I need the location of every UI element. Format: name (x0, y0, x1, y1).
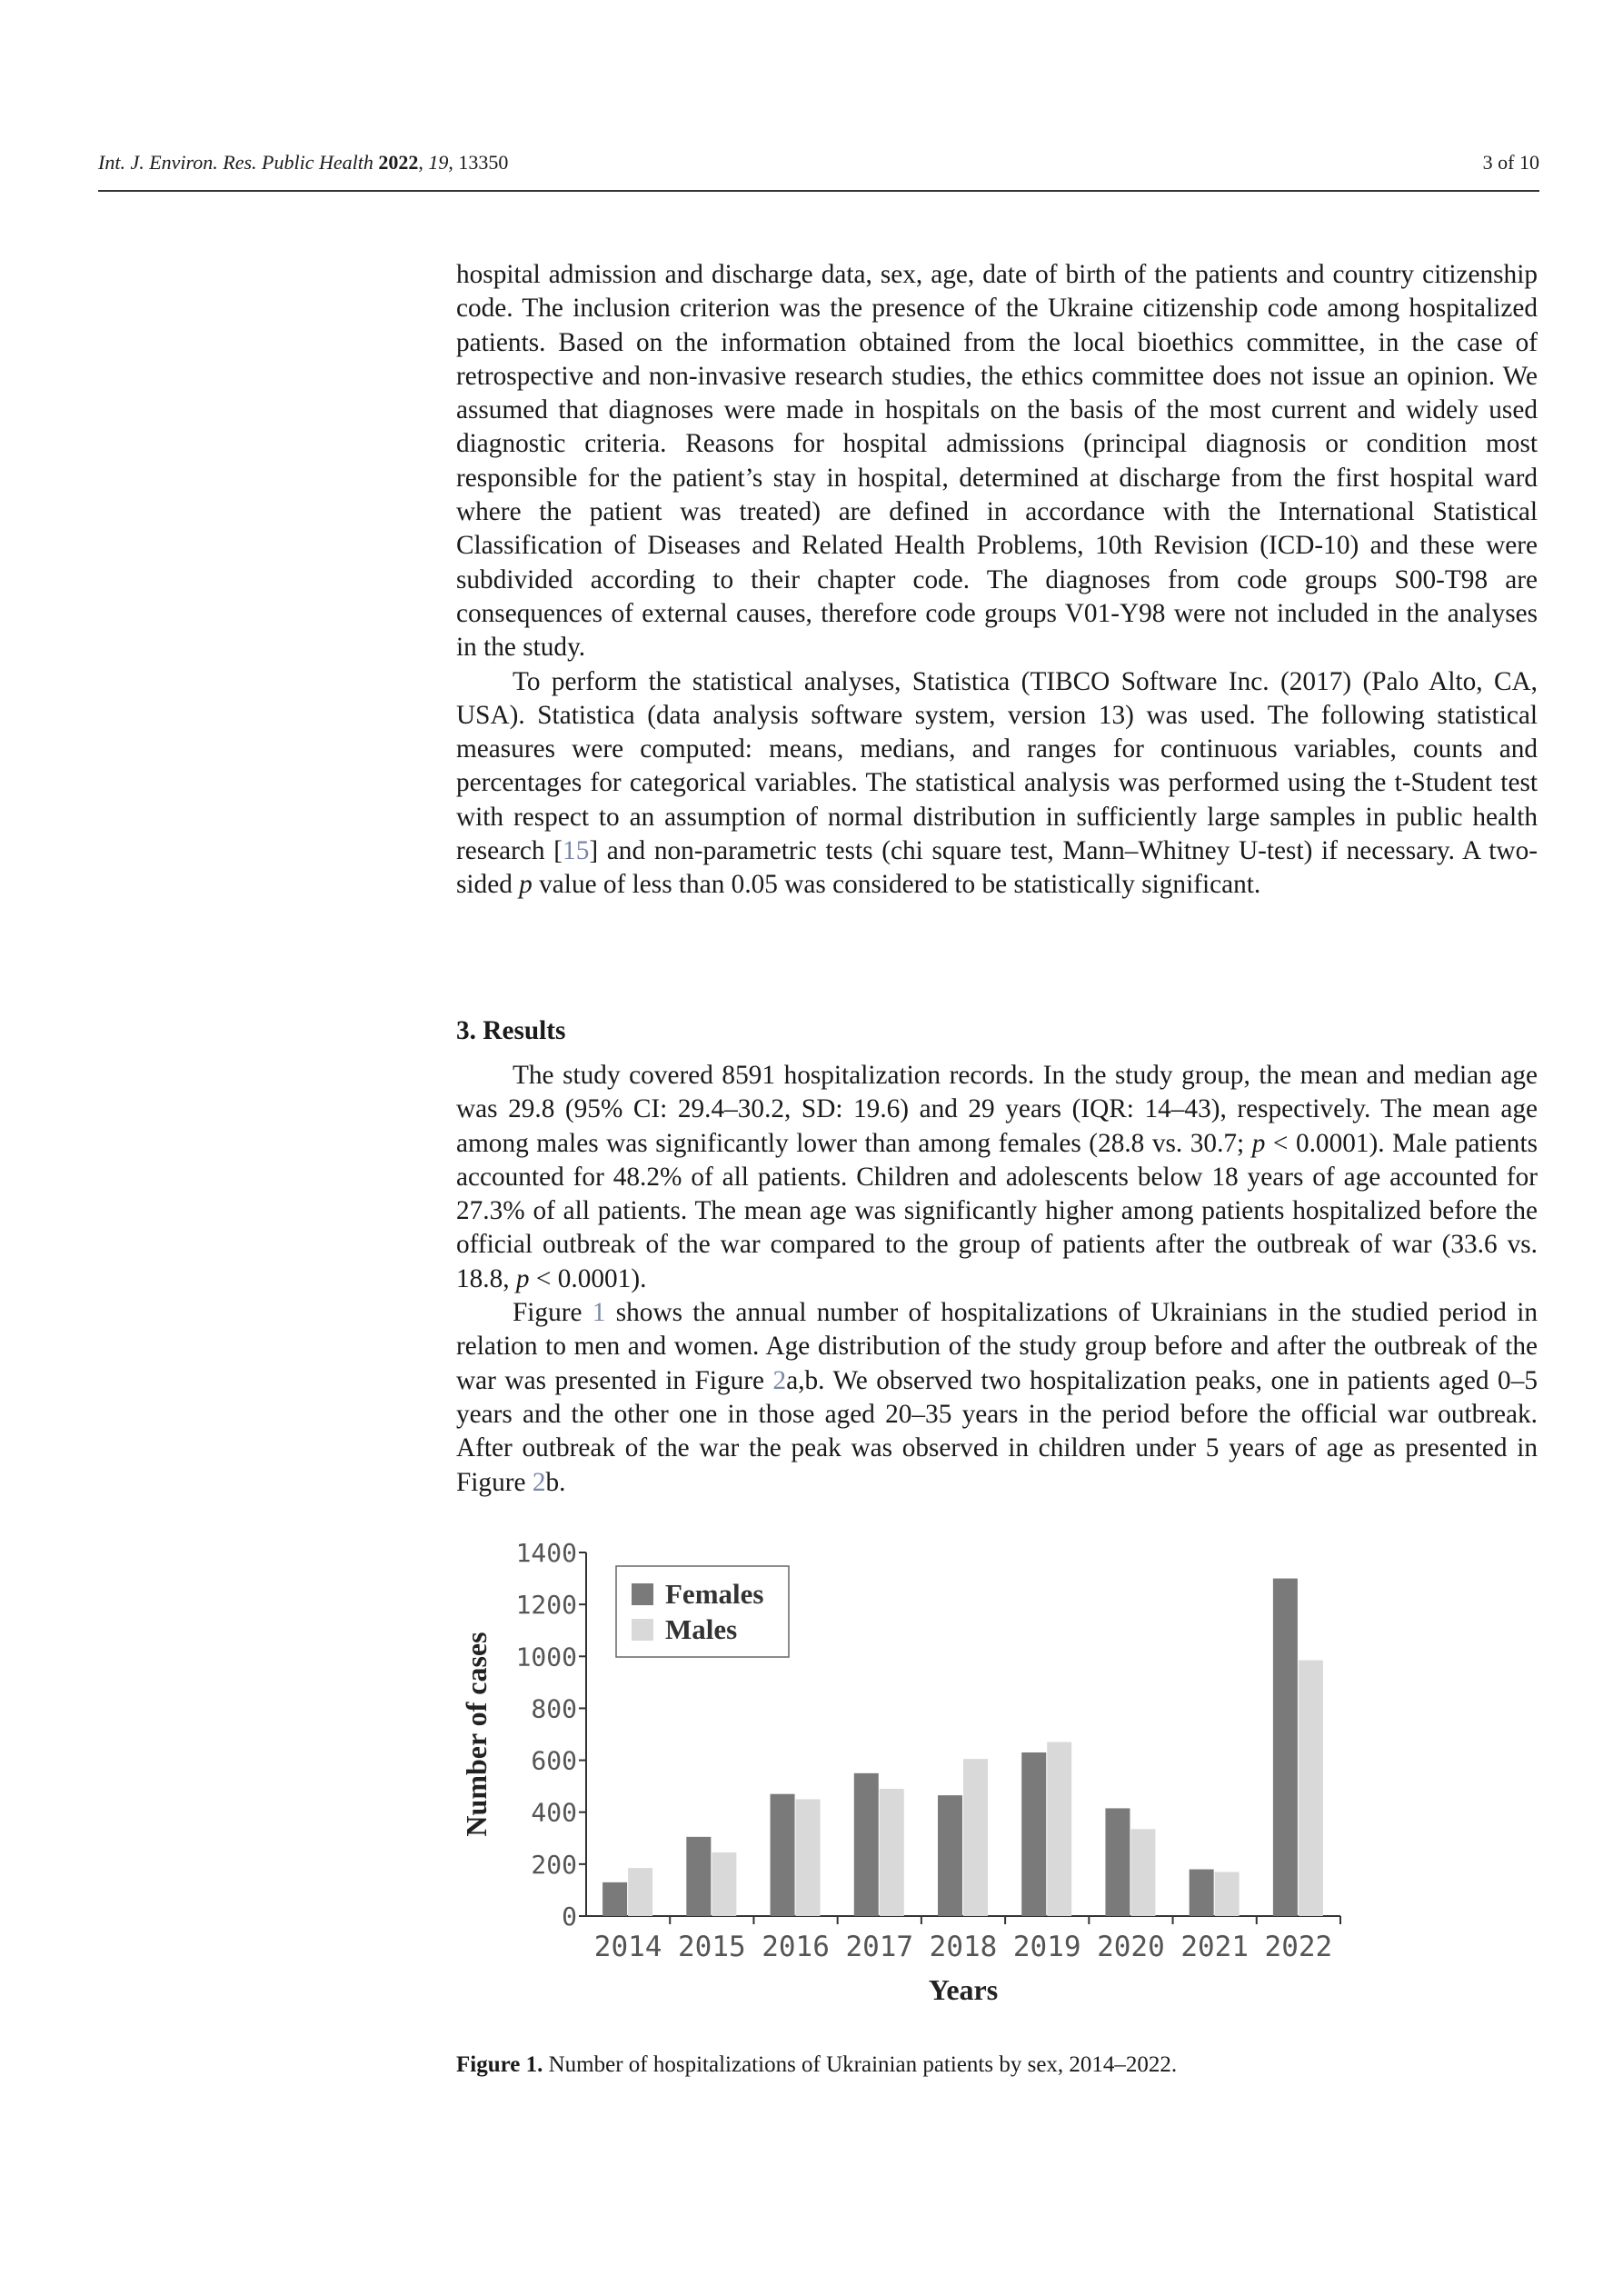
figure-link-1[interactable]: 1 (592, 1298, 606, 1328)
bar-females-2020 (1105, 1808, 1130, 1916)
bar-females-2022 (1273, 1579, 1298, 1916)
bar-males-2014 (628, 1868, 652, 1916)
running-header: Int. J. Environ. Res. Public Health 2022, 19, 13350 3 of 10 (98, 151, 1539, 174)
bar-males-2018 (963, 1759, 988, 1916)
bar-females-2018 (938, 1795, 962, 1916)
x-tick-label: 2017 (845, 1931, 914, 1963)
bar-males-2016 (796, 1799, 821, 1916)
figure-link-2b[interactable]: 2 (532, 1467, 546, 1497)
paragraph-data-sources: hospital admission and discharge data, sex, age, date of birth of the patients and country citizenship code. The inclusion criterion was the presence of the Ukraine citizenship code among hospitalized patients. Based on the information obtained from the local bioethics committee, in the case of retrospective and non-invasive research studies, the ethics committee does not issue an opinion. We assumed that diagnoses were made in hospitals on the basis of the most current and widely used diagnostic criteria. Reasons for hospital admissions (principal diagnosis or condition most responsible for the patient’s stay in hospital, determined at discharge from the first hospital ward where the patient was treated) are defined in accordance with the International Statistical Classification of Diseases and Related Health Problems, 10th Revision (ICD-10) and these were subdivided according to their chapter code. The diagnoses from code groups S00-T98 are consequences of external causes, therefore code groups V01-Y98 were not included in the analyses in the study. (456, 260, 1538, 663)
hospitalizations-bar-chart (454, 1536, 1363, 2027)
y-tick-label: 0 (562, 1902, 577, 1932)
y-tick-label: 1400 (515, 1538, 577, 1568)
y-tick-label: 600 (531, 1745, 577, 1776)
y-tick-label: 200 (531, 1849, 577, 1880)
bar-males-2021 (1215, 1872, 1240, 1916)
legend-swatch-males (632, 1619, 653, 1641)
methods-text (456, 258, 1538, 903)
y-tick-label: 400 (531, 1797, 577, 1828)
y-tick-label: 800 (531, 1693, 577, 1724)
x-tick-label: 2022 (1264, 1931, 1333, 1963)
bar-females-2016 (771, 1794, 795, 1916)
paragraph-study-group: The study covered 8591 hospitalization records. In the study group, the mean and median age was 29.8 (95% CI: 29.4–30.2, SD: 19.6) and 29 years (IQR: 14–43), respectively. The mean age among males was significantly lower than among females (28.8 vs. 30.7; p < 0.0001). Male patients accounted for 48.2% of all patients. Children and adolescents below 18 years of age accounted for 27.3% of all patients. The mean age was significantly higher among patients hospitalized before the official outbreak of the war compared to the group of patients after the outbreak of war (33.6 vs. 18.8, p < 0.0001). (456, 1061, 1538, 1293)
legend-swatch-females (632, 1583, 653, 1605)
bar-females-2014 (602, 1882, 627, 1916)
bar-females-2015 (686, 1837, 711, 1916)
y-tick-label: 1000 (515, 1642, 577, 1672)
bar-males-2020 (1130, 1829, 1155, 1916)
y-axis-title: Number of cases (460, 1632, 493, 1837)
figure-link-2[interactable]: 2 (772, 1365, 787, 1395)
figure-caption (456, 2052, 1177, 2078)
reference-link-15[interactable]: 15 (563, 836, 590, 866)
x-tick-label: 2014 (593, 1931, 662, 1963)
journal-year: 2022 (378, 151, 419, 174)
page-number: 3 of 10 (1482, 151, 1539, 174)
legend-label-females: Females (665, 1578, 764, 1610)
figure-caption-text: Number of hospitalizations of Ukrainian patients by sex, 2014–2022. (543, 2052, 1178, 2077)
legend-label-males: Males (665, 1613, 738, 1645)
bar-males-2015 (712, 1852, 736, 1916)
x-axis-title: Years (928, 1973, 999, 2006)
x-tick-label: 2021 (1180, 1931, 1249, 1963)
paragraph-statistics: To perform the statistical analyses, Statistica (TIBCO Software Inc. (2017) (Palo Alto, CA, USA). Statistica (data analysis software system, version 13) was used. The following statistical measures were computed: means, medians, and ranges for continuous variables, counts and percentages for categorical variables. The statistical analysis was performed using the t-Student test with respect to an assumption of normal distribution in sufficiently large samples in public health research [15] and non-parametric tests (chi square test, Mann–Whitney U-test) if necessary. A two-sided p value of less than 0.05 was considered to be statistically significant. (456, 666, 1538, 900)
article-number: , 13350 (448, 151, 509, 174)
bar-females-2019 (1021, 1752, 1046, 1916)
x-tick-label: 2015 (678, 1931, 746, 1963)
x-tick-label: 2018 (929, 1931, 998, 1963)
journal-name: Int. J. Environ. Res. Public Health (98, 151, 373, 174)
section-heading-results: 3. Results (456, 1016, 566, 1045)
bar-males-2017 (880, 1789, 904, 1916)
x-tick-label: 2020 (1097, 1931, 1165, 1963)
bar-males-2019 (1047, 1742, 1071, 1916)
bar-females-2017 (854, 1773, 879, 1916)
journal-volume: 19 (428, 151, 449, 174)
paragraph-figure-description: Figure 1 shows the annual number of hospitalizations of Ukrainians in the studied period in relation to men and women. Age distribution of the study group before and after the outbreak of the war was presented in Figure 2a,b. We observed two hospitalization peaks, one in patients aged 0–5 years and the other one in those aged 20–35 years in the period before the official war outbreak. After outbreak of the war the peak was observed in children under 5 years of age as presented in Figure 2b. (456, 1298, 1538, 1497)
bar-females-2021 (1190, 1870, 1214, 1916)
header-rule (98, 190, 1539, 192)
bar-males-2022 (1299, 1661, 1323, 1916)
y-tick-label: 1200 (515, 1590, 577, 1621)
x-tick-label: 2019 (1012, 1931, 1081, 1963)
x-tick-label: 2016 (762, 1931, 830, 1963)
figure-label: Figure 1. (456, 2052, 543, 2077)
results-text (456, 1059, 1538, 1500)
